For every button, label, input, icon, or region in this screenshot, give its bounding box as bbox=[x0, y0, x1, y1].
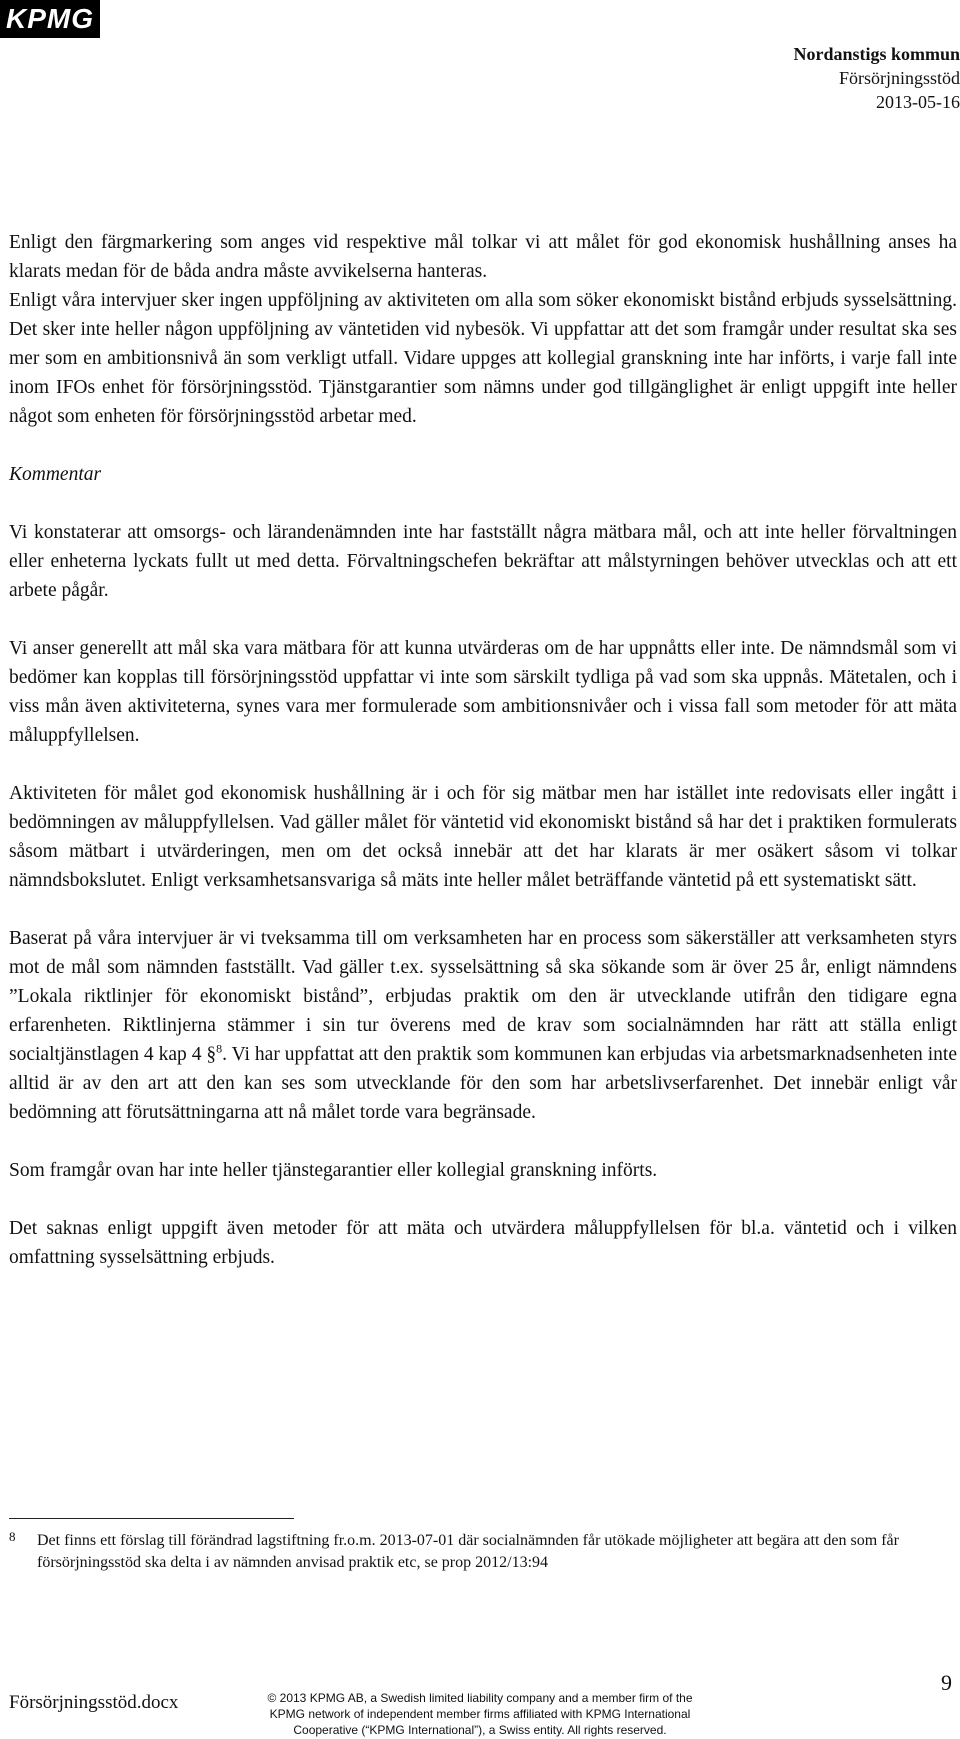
copyright-line-1: © 2013 KPMG AB, a Swedish limited liability company and a member firm of the bbox=[267, 1691, 693, 1705]
kpmg-logo bbox=[0, 0, 100, 38]
paragraph-8: Det saknas enligt uppgift även metoder för att mäta och utvärdera måluppfyllelsen för bl.a. väntetid och i vilken omfattning sysselsättning erbjuds. bbox=[9, 1218, 957, 1268]
paragraph-3: Vi konstaterar att omsorgs- och lärandenämnden inte har fastställt några mätbara mål, och att inte heller förvaltningen eller enheterna lyckats fullt ut med detta. Förvaltningschefen bekräftar att målstyrningen behöver utvecklas och att ett arbete pågår. bbox=[9, 522, 957, 601]
page-header bbox=[793, 42, 960, 114]
footer-filename: Försörjningsstöd.docx bbox=[9, 1692, 179, 1713]
footnote-divider bbox=[9, 1518, 294, 1519]
header-date: 2013-05-16 bbox=[876, 92, 960, 112]
paragraph-1: Enligt den färgmarkering som anges vid respektive mål tolkar vi att målet för god ekonomisk hushållning anses ha klarats medan för de båda andra måste avvikelserna hanteras. bbox=[9, 232, 957, 282]
document-body bbox=[9, 228, 957, 1301]
page-number: 9 bbox=[941, 1670, 952, 1695]
footnote-reference[interactable]: 8 bbox=[216, 1041, 223, 1056]
paragraph-6-part-1: Baserat på våra intervjuer är vi tveksamma till om verksamheten har en process som säkerställer att verksamheten styrs mot de mål som nämnden fastställt. Vad gäller t.ex. sysselsättning så ska sökande som är över 25 år, enligt nämndens ”Lokala riktlinjer för ekonomiskt bistånd”, erbjudas praktik om den är utvecklande utifrån den tidigare egna erfarenheten. Riktlinjerna stämmer i sin tur överens med de krav som socialnämnden har rätt att ställa enligt socialtjänstlagen 4 kap 4 § bbox=[9, 928, 957, 1065]
copyright-line-3: Cooperative (“KPMG International”), a Swiss entity. All rights reserved. bbox=[293, 1723, 667, 1737]
header-subject: Försörjningsstöd bbox=[838, 68, 960, 88]
section-heading-kommentar: Kommentar bbox=[9, 464, 102, 485]
paragraph-6 bbox=[9, 924, 957, 1127]
paragraph-4: Vi anser generellt att mål ska vara mätbara för att kunna utvärderas om de har uppnåtts eller inte. De nämndsmål som vi bedömer kan kopplas till försörjningsstöd uppfattar vi inte som särskilt tydliga på vad som ska uppnås. Mätetalen, och i viss mån även aktiviteterna, synes vara mer formulerade som ambitionsnivåer och i vissa fall som metoder för att mäta måluppfyllelsen. bbox=[9, 638, 957, 746]
footnote-text: Det finns ett förslag till förändrad lagstiftning fr.o.m. 2013-07-01 där socialnämnden får utökade möjligheter att begära att den som får försörjningsstöd ska delta i av nämnden anvisad praktik etc, se prop 2012/13:94 bbox=[37, 1532, 899, 1571]
header-organization: Nordanstigs kommun bbox=[793, 44, 960, 64]
footnote bbox=[9, 1530, 957, 1574]
paragraph-7: Som framgår ovan har inte heller tjänstegarantier eller kollegial granskning införts. bbox=[9, 1160, 658, 1181]
paragraph-5: Aktiviteten för målet god ekonomisk hushållning är i och för sig mätbar men har istället inte redovisats eller ingått i bedömningen av måluppfyllelsen. Vad gäller målet för väntetid vid ekonomiskt bistånd så har det i praktiken formulerats såsom mätbart i utvärderingen, men om det också innebär att det har klarats är mer osäkert såsom vi tolkar nämndsbokslutet. Enligt verksamhetsansvariga så mäts inte heller målet beträffande väntetid på ett systematiskt sätt. bbox=[9, 783, 957, 891]
paragraph-2: Enligt våra intervjuer sker ingen uppföljning av aktiviteten om alla som söker ekonomiskt bistånd erbjuds sysselsättning. Det sker inte heller någon uppföljning av väntetiden vid nybesök. Vi uppfattar att det som framgår under resultat ska ses mer som en ambitionsnivå än som verkligt utfall. Vidare uppges att kollegial granskning inte har införts, i varje fall inte inom IFOs enhet för försörjningsstöd. Tjänstgarantier som nämns under god tillgänglighet är enligt uppgift inte heller något som enheten för försörjningsstöd arbetar med. bbox=[9, 290, 957, 427]
paragraph-6-part-2: . Vi har uppfattat att den praktik som kommunen kan erbjudas via arbetsmarknadsenheten inte alltid är av den art att den kan ses som utvecklande för den som har arbetslivserfarenhet. Det innebär enligt vår bedömning att förutsättningarna att nå målet torde vara begränsade. bbox=[9, 1044, 957, 1123]
copyright-line-2: KPMG network of independent member firms affiliated with KPMG International bbox=[269, 1707, 691, 1721]
footnote-number: 8 bbox=[9, 1529, 16, 1544]
logo-text: KPMG bbox=[6, 3, 94, 34]
footer-copyright bbox=[180, 1690, 780, 1738]
